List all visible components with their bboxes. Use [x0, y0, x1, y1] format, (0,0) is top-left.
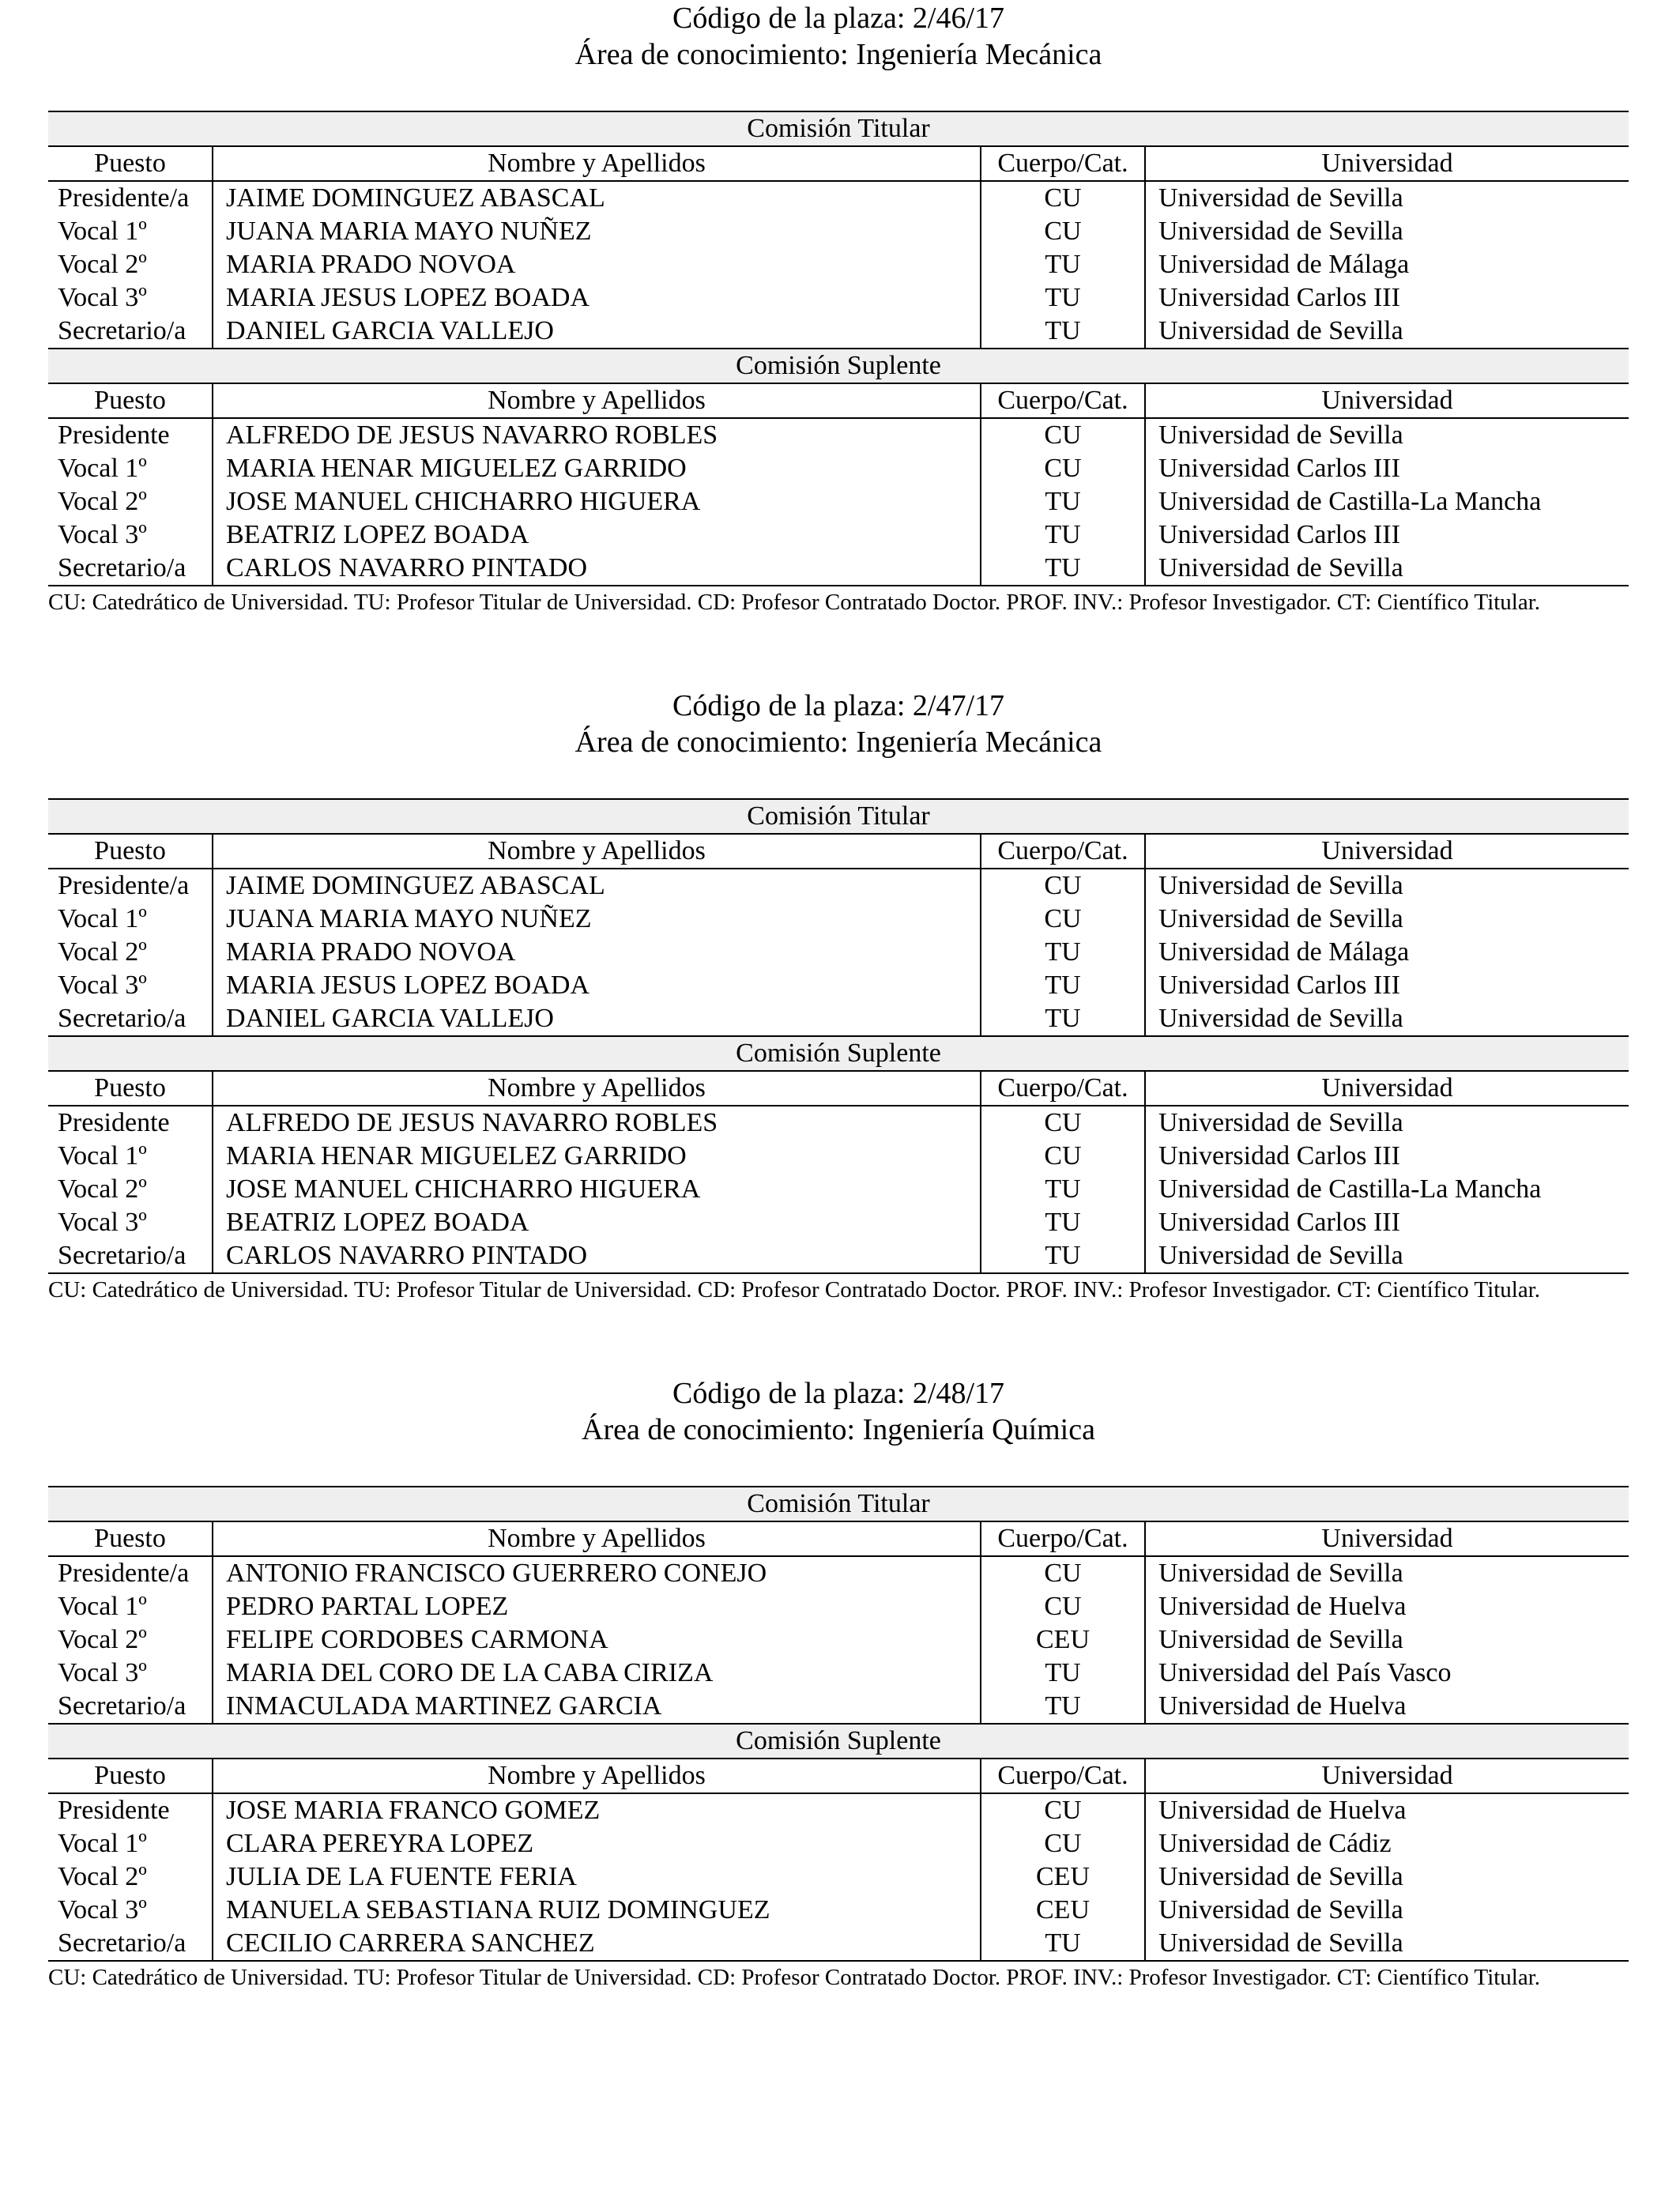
suplente-section — [48, 1724, 1629, 1961]
member-cuerpo: CU — [981, 215, 1145, 248]
plaza-block — [48, 0, 1629, 616]
member-universidad: Universidad Carlos III — [1145, 1140, 1629, 1173]
header-universidad: Universidad — [1145, 834, 1629, 869]
titular-title-row — [48, 111, 1629, 146]
member-nombre: BEATRIZ LOPEZ BOADA — [213, 1206, 981, 1239]
member-puesto: Presidente — [58, 1108, 170, 1137]
member-row — [48, 452, 1629, 485]
member-universidad: Universidad de Castilla-La Mancha — [1145, 1173, 1629, 1206]
plaza-header — [48, 1375, 1629, 1448]
member-cuerpo: CU — [981, 1106, 1145, 1140]
member-cuerpo: TU — [981, 315, 1145, 349]
header-puesto: Puesto — [48, 1521, 213, 1556]
member-puesto: Presidente — [58, 1796, 170, 1825]
member-cuerpo: TU — [981, 485, 1145, 518]
member-nombre: JULIA DE LA FUENTE FERIA — [213, 1860, 981, 1894]
plaza-area: Área de conocimiento: Ingeniería Mecánica — [574, 38, 1102, 71]
member-universidad: Universidad de Sevilla — [1145, 1002, 1629, 1036]
member-puesto: Presidente — [58, 420, 170, 450]
member-nombre: MANUELA SEBASTIANA RUIZ DOMINGUEZ — [213, 1894, 981, 1927]
member-nombre: MARIA HENAR MIGUELEZ GARRIDO — [213, 1140, 981, 1173]
header-universidad: Universidad — [1145, 1759, 1629, 1793]
member-row — [48, 1690, 1629, 1724]
member-puesto: Vocal 3º — [58, 1895, 147, 1924]
member-nombre: MARIA HENAR MIGUELEZ GARRIDO — [213, 452, 981, 485]
member-cuerpo: TU — [981, 1206, 1145, 1239]
member-nombre: ALFREDO DE JESUS NAVARRO ROBLES — [213, 418, 981, 452]
member-row — [48, 485, 1629, 518]
member-puesto: Secretario/a — [58, 1691, 186, 1721]
titular-title-row — [48, 799, 1629, 834]
plaza-block — [48, 688, 1629, 1304]
member-universidad: Universidad Carlos III — [1145, 969, 1629, 1002]
member-nombre: MARIA PRADO NOVOA — [213, 248, 981, 281]
member-row — [48, 552, 1629, 586]
member-cuerpo: CEU — [981, 1860, 1145, 1894]
member-puesto: Vocal 2º — [58, 487, 147, 516]
member-universidad: Universidad de Málaga — [1145, 248, 1629, 281]
commission-table-wrapper — [48, 1486, 1629, 1992]
member-nombre: BEATRIZ LOPEZ BOADA — [213, 518, 981, 552]
member-row — [48, 1623, 1629, 1657]
member-puesto: Vocal 2º — [58, 1625, 147, 1654]
suplente-section — [48, 1036, 1629, 1273]
member-puesto: Secretario/a — [48, 1927, 213, 1961]
member-puesto: Vocal 1º — [58, 1141, 147, 1171]
header-universidad: Universidad — [1145, 1071, 1629, 1106]
titular-title: Comisión Titular — [48, 111, 1629, 146]
suplente-section — [48, 349, 1629, 586]
header-cuerpo: Cuerpo/Cat. — [981, 383, 1145, 418]
member-universidad: Universidad de Sevilla — [1145, 1106, 1629, 1140]
plaza-code: Código de la plaza: 2/46/17 — [672, 2, 1005, 35]
member-nombre: JUANA MARIA MAYO NUÑEZ — [213, 903, 981, 936]
member-row — [48, 1002, 1629, 1036]
member-nombre: JAIME DOMINGUEZ ABASCAL — [213, 869, 981, 903]
member-universidad: Universidad de Sevilla — [1145, 315, 1629, 349]
member-puesto: Secretario/a — [58, 316, 186, 345]
header-puesto: Puesto — [48, 146, 213, 181]
member-nombre: JUANA MARIA MAYO NUÑEZ — [213, 215, 981, 248]
member-cuerpo: CU — [981, 1556, 1145, 1590]
plaza-header — [48, 688, 1629, 760]
member-universidad: Universidad de Sevilla — [1145, 1894, 1629, 1927]
commission-table — [48, 111, 1629, 586]
commission-table-wrapper — [48, 798, 1629, 1304]
member-row — [48, 1793, 1629, 1827]
header-nombre: Nombre y Apellidos — [213, 1759, 981, 1793]
column-header-row — [48, 146, 1629, 181]
member-universidad: Universidad Carlos III — [1145, 281, 1629, 315]
member-cuerpo: TU — [981, 1239, 1145, 1273]
member-cuerpo: TU — [981, 518, 1145, 552]
header-nombre: Nombre y Apellidos — [213, 1071, 981, 1106]
suplente-title-row — [48, 1724, 1629, 1759]
member-row — [48, 1140, 1629, 1173]
header-universidad: Universidad — [1145, 1521, 1629, 1556]
member-universidad: Universidad Carlos III — [1145, 518, 1629, 552]
member-row — [48, 1860, 1629, 1894]
commission-table-wrapper — [48, 111, 1629, 616]
member-nombre: MARIA DEL CORO DE LA CABA CIRIZA — [213, 1657, 981, 1690]
member-universidad: Universidad Carlos III — [1145, 1206, 1629, 1239]
plaza-area: Área de conocimiento: Ingeniería Mecánica — [574, 726, 1102, 759]
member-puesto: Vocal 3º — [58, 520, 147, 549]
member-row — [48, 1827, 1629, 1860]
member-row — [48, 1590, 1629, 1623]
member-puesto: Vocal 1º — [58, 1829, 147, 1858]
member-puesto: Presidente/a — [58, 183, 190, 213]
column-header-row — [48, 834, 1629, 869]
member-cuerpo: TU — [981, 969, 1145, 1002]
member-puesto: Presidente/a — [58, 871, 190, 900]
member-cuerpo: TU — [981, 1927, 1145, 1961]
member-nombre: JOSE MANUEL CHICHARRO HIGUERA — [213, 485, 981, 518]
member-cuerpo: CU — [981, 1827, 1145, 1860]
member-puesto: Vocal 3º — [58, 1658, 147, 1687]
column-header-row — [48, 1759, 1629, 1793]
member-universidad: Universidad de Málaga — [1145, 936, 1629, 969]
member-universidad: Universidad de Huelva — [1145, 1690, 1629, 1724]
member-nombre: PEDRO PARTAL LOPEZ — [213, 1590, 981, 1623]
header-puesto: Puesto — [48, 1071, 213, 1106]
member-universidad: Universidad de Sevilla — [1145, 1623, 1629, 1657]
member-cuerpo: TU — [981, 1173, 1145, 1206]
abbreviations-note: CU: Catedrático de Universidad. TU: Profesor Titular de Universidad. CD: Profesor Contratado Doctor. PROF. INV.: Profesor Investigador. CT: Científico Titular. — [48, 1965, 1541, 1990]
member-universidad: Universidad de Sevilla — [1145, 181, 1629, 215]
member-universidad: Universidad de Sevilla — [1145, 903, 1629, 936]
header-puesto: Puesto — [48, 834, 213, 869]
header-cuerpo: Cuerpo/Cat. — [981, 1759, 1145, 1793]
member-cuerpo: CU — [981, 1140, 1145, 1173]
member-puesto: Vocal 1º — [58, 1592, 147, 1621]
member-universidad: Universidad del País Vasco — [1145, 1657, 1629, 1690]
member-puesto: Vocal 1º — [58, 217, 147, 246]
member-nombre: ANTONIO FRANCISCO GUERRERO CONEJO — [213, 1556, 981, 1590]
member-puesto: Vocal 2º — [58, 937, 147, 967]
member-puesto: Secretario/a — [48, 552, 213, 586]
member-nombre: INMACULADA MARTINEZ GARCIA — [213, 1690, 981, 1724]
member-nombre: CECILIO CARRERA SANCHEZ — [213, 1927, 981, 1961]
member-row — [48, 1927, 1629, 1961]
titular-section — [48, 1487, 1629, 1724]
header-cuerpo: Cuerpo/Cat. — [981, 1521, 1145, 1556]
member-puesto: Presidente/a — [58, 1559, 190, 1588]
member-cuerpo: TU — [981, 936, 1145, 969]
member-puesto: Secretario/a — [48, 1239, 213, 1273]
header-puesto: Puesto — [48, 1759, 213, 1793]
member-puesto: Vocal 1º — [58, 454, 147, 483]
header-cuerpo: Cuerpo/Cat. — [981, 146, 1145, 181]
member-puesto: Vocal 2º — [58, 1174, 147, 1204]
header-cuerpo: Cuerpo/Cat. — [981, 834, 1145, 869]
member-cuerpo: TU — [981, 1002, 1145, 1036]
commission-table — [48, 798, 1629, 1274]
member-puesto: Vocal 1º — [58, 904, 147, 933]
titular-title: Comisión Titular — [48, 799, 1629, 834]
member-nombre: CARLOS NAVARRO PINTADO — [213, 1239, 981, 1273]
header-nombre: Nombre y Apellidos — [213, 834, 981, 869]
member-universidad: Universidad de Sevilla — [1145, 552, 1629, 586]
column-header-row — [48, 1071, 1629, 1106]
member-row — [48, 418, 1629, 452]
member-nombre: JAIME DOMINGUEZ ABASCAL — [213, 181, 981, 215]
member-puesto: Vocal 3º — [58, 1208, 147, 1237]
plaza-code: Código de la plaza: 2/48/17 — [672, 1377, 1005, 1410]
member-row — [48, 1894, 1629, 1927]
member-nombre: FELIPE CORDOBES CARMONA — [213, 1623, 981, 1657]
member-cuerpo: TU — [981, 248, 1145, 281]
member-universidad: Universidad de Sevilla — [1145, 1239, 1629, 1273]
member-row — [48, 969, 1629, 1002]
member-cuerpo: CU — [981, 869, 1145, 903]
plaza-block — [48, 1375, 1629, 1992]
suplente-title: Comisión Suplente — [48, 349, 1629, 383]
member-cuerpo: CU — [981, 452, 1145, 485]
member-row — [48, 248, 1629, 281]
member-row — [48, 1173, 1629, 1206]
member-nombre: MARIA JESUS LOPEZ BOADA — [213, 281, 981, 315]
member-puesto: Vocal 2º — [58, 1862, 147, 1891]
member-nombre: MARIA JESUS LOPEZ BOADA — [213, 969, 981, 1002]
plaza-header — [48, 0, 1629, 73]
commission-table — [48, 1486, 1629, 1962]
member-row — [48, 1239, 1629, 1273]
plaza-code: Código de la plaza: 2/47/17 — [672, 689, 1005, 722]
abbreviations-note: CU: Catedrático de Universidad. TU: Profesor Titular de Universidad. CD: Profesor Contratado Doctor. PROF. INV.: Profesor Investigador. CT: Científico Titular. — [48, 1277, 1541, 1302]
member-nombre: ALFREDO DE JESUS NAVARRO ROBLES — [213, 1106, 981, 1140]
member-universidad: Universidad de Castilla-La Mancha — [1145, 485, 1629, 518]
member-universidad: Universidad de Sevilla — [1145, 1860, 1629, 1894]
titular-title-row — [48, 1487, 1629, 1521]
member-nombre: MARIA PRADO NOVOA — [213, 936, 981, 969]
member-row — [48, 869, 1629, 903]
suplente-title-row — [48, 349, 1629, 383]
member-cuerpo: CEU — [981, 1894, 1145, 1927]
header-universidad: Universidad — [1145, 383, 1629, 418]
member-row — [48, 1206, 1629, 1239]
header-universidad: Universidad — [1145, 146, 1629, 181]
member-universidad: Universidad de Sevilla — [1145, 869, 1629, 903]
member-cuerpo: CU — [981, 418, 1145, 452]
member-row — [48, 281, 1629, 315]
member-nombre: JOSE MARIA FRANCO GOMEZ — [213, 1793, 981, 1827]
member-cuerpo: TU — [981, 552, 1145, 586]
titular-title: Comisión Titular — [48, 1487, 1629, 1521]
member-universidad: Universidad de Sevilla — [1145, 418, 1629, 452]
member-row — [48, 215, 1629, 248]
member-universidad: Universidad de Sevilla — [1145, 1927, 1629, 1961]
member-cuerpo: CEU — [981, 1623, 1145, 1657]
member-universidad: Universidad de Sevilla — [1145, 1556, 1629, 1590]
header-puesto: Puesto — [48, 383, 213, 418]
abbreviations-note: CU: Catedrático de Universidad. TU: Profesor Titular de Universidad. CD: Profesor Contratado Doctor. PROF. INV.: Profesor Investigador. CT: Científico Titular. — [48, 590, 1541, 615]
member-row — [48, 315, 1629, 349]
header-nombre: Nombre y Apellidos — [213, 146, 981, 181]
plaza-area: Área de conocimiento: Ingeniería Química — [582, 1413, 1095, 1446]
member-row — [48, 903, 1629, 936]
suplente-title: Comisión Suplente — [48, 1724, 1629, 1759]
titular-section — [48, 799, 1629, 1036]
member-cuerpo: CU — [981, 903, 1145, 936]
member-puesto: Vocal 3º — [58, 283, 147, 312]
member-cuerpo: CU — [981, 181, 1145, 215]
member-universidad: Universidad Carlos III — [1145, 452, 1629, 485]
member-row — [48, 1657, 1629, 1690]
member-row — [48, 518, 1629, 552]
member-cuerpo: TU — [981, 1657, 1145, 1690]
member-row — [48, 1556, 1629, 1590]
member-cuerpo: CU — [981, 1793, 1145, 1827]
column-header-row — [48, 1521, 1629, 1556]
member-puesto: Vocal 3º — [58, 971, 147, 1000]
member-puesto: Vocal 2º — [58, 250, 147, 279]
header-cuerpo: Cuerpo/Cat. — [981, 1071, 1145, 1106]
member-row — [48, 181, 1629, 215]
member-cuerpo: TU — [981, 1690, 1145, 1724]
member-universidad: Universidad de Huelva — [1145, 1590, 1629, 1623]
header-nombre: Nombre y Apellidos — [213, 383, 981, 418]
header-nombre: Nombre y Apellidos — [213, 1521, 981, 1556]
member-universidad: Universidad de Cádiz — [1145, 1827, 1629, 1860]
member-universidad: Universidad de Sevilla — [1145, 215, 1629, 248]
member-nombre: DANIEL GARCIA VALLEJO — [213, 315, 981, 349]
member-nombre: JOSE MANUEL CHICHARRO HIGUERA — [213, 1173, 981, 1206]
member-nombre: CARLOS NAVARRO PINTADO — [213, 552, 981, 586]
suplente-title-row — [48, 1036, 1629, 1071]
member-row — [48, 936, 1629, 969]
member-cuerpo: CU — [981, 1590, 1145, 1623]
member-nombre: DANIEL GARCIA VALLEJO — [213, 1002, 981, 1036]
suplente-title: Comisión Suplente — [48, 1036, 1629, 1071]
member-cuerpo: TU — [981, 281, 1145, 315]
member-row — [48, 1106, 1629, 1140]
member-puesto: Secretario/a — [58, 1004, 186, 1033]
member-universidad: Universidad de Huelva — [1145, 1793, 1629, 1827]
titular-section — [48, 111, 1629, 349]
member-nombre: CLARA PEREYRA LOPEZ — [213, 1827, 981, 1860]
column-header-row — [48, 383, 1629, 418]
